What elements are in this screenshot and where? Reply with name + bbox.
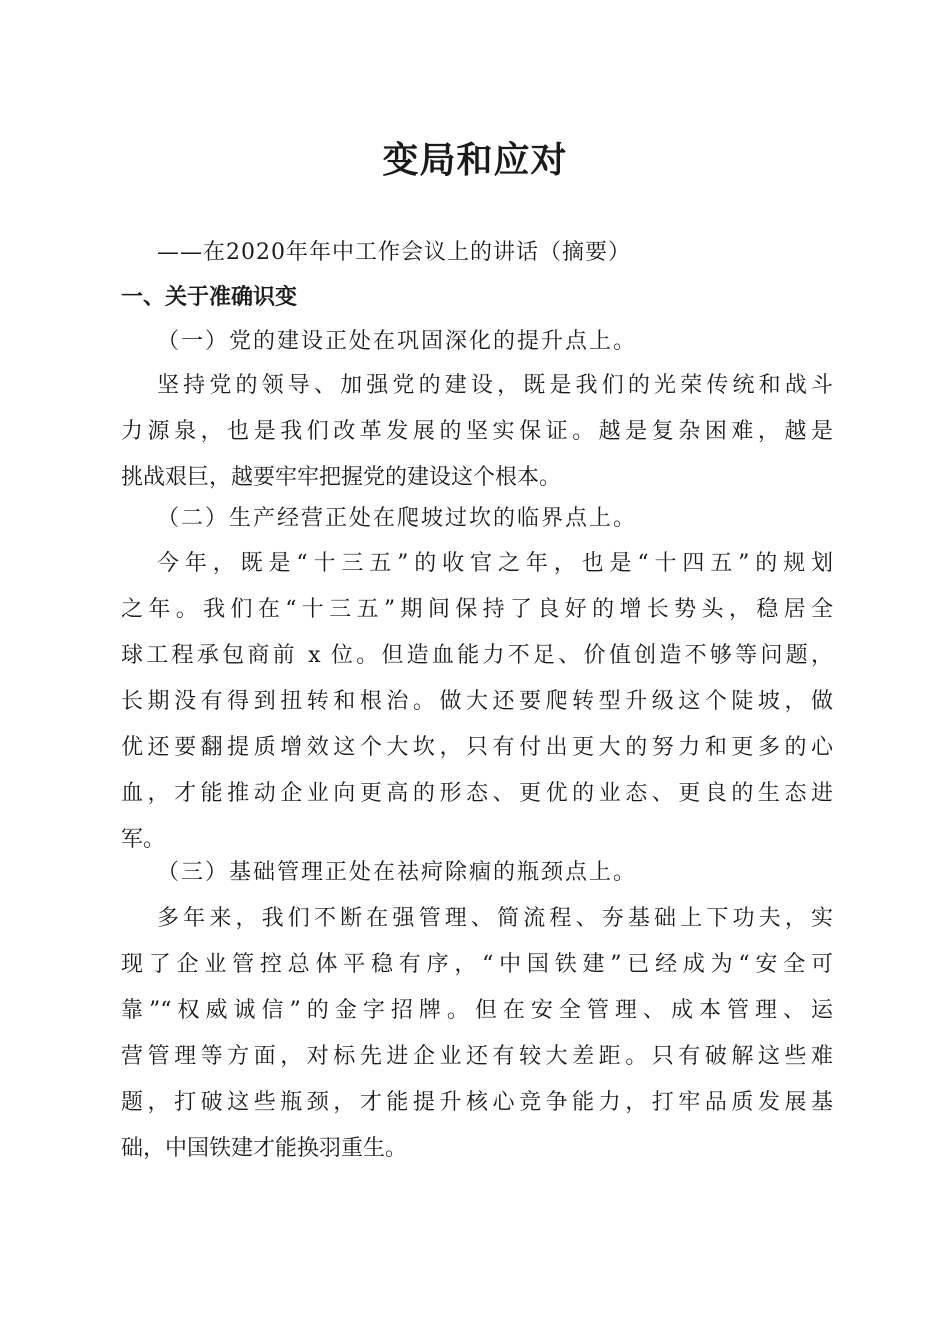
paragraph-2 (121, 541, 833, 863)
paragraph-line: 血，才能推动企业向更高的形态、更优的业态、更良的生态进 (121, 781, 833, 806)
subsection-heading-1: （一）党的建设正处在巩固深化的提升点上。 (157, 329, 638, 354)
paragraph-line: 优还要翻提质增效这个大坎，只有付出更大的努力和更多的心 (121, 735, 833, 760)
document-subtitle: ——在2020年年中工作会议上的讲话（摘要） (157, 240, 631, 265)
paragraph-line: 多年来，我们不断在强管理、简流程、夯基础上下功夫，实 (157, 906, 833, 931)
paragraph-line: 现了企业管控总体平稳有序，“中国铁建”已经成为“安全可 (121, 952, 833, 977)
paragraph-1 (121, 363, 833, 501)
paragraph-line: 力源泉，也是我们改革发展的坚实保证。越是复杂困难，越是 (121, 419, 833, 444)
paragraph-line: 营管理等方面，对标先进企业还有较大差距。只有破解这些难 (121, 1044, 833, 1069)
paragraph-line: 础，中国铁建才能换羽重生。 (121, 1136, 408, 1161)
paragraph-line: 长期没有得到扭转和根治。做大还要爬转型升级这个陡坡，做 (121, 689, 833, 714)
paragraph-3 (121, 896, 833, 1172)
paragraph-line: 军。 (121, 827, 166, 852)
paragraph-line: 球工程承包商前 x 位。但造血能力不足、价值创造不够等问题， (121, 643, 833, 668)
document-title: 变局和应对 (382, 139, 568, 181)
paragraph-line: 今年，既是“十三五”的收官之年，也是“十四五”的规划 (157, 551, 833, 576)
subsection-heading-3: （三）基础管理正处在祛疴除痼的瓶颈点上。 (157, 860, 638, 885)
paragraph-line: 题，打破这些瓶颈，才能提升核心竞争能力，打牢品质发展基 (121, 1090, 833, 1115)
section-heading: 一、关于准确识变 (121, 285, 298, 310)
paragraph-line: 之年。我们在“十三五”期间保持了良好的增长势头，稳居全 (121, 597, 833, 622)
subsection-heading-2: （二）生产经营正处在爬坡过坎的临界点上。 (157, 506, 638, 531)
paragraph-line: 坚持党的领导、加强党的建设，既是我们的光荣传统和战斗 (157, 373, 833, 398)
paragraph-line: 挑战艰巨，越要牢牢把握党的建设这个根本。 (121, 465, 562, 490)
paragraph-line: 靠”“权威诚信”的金字招牌。但在安全管理、成本管理、运 (121, 998, 833, 1023)
